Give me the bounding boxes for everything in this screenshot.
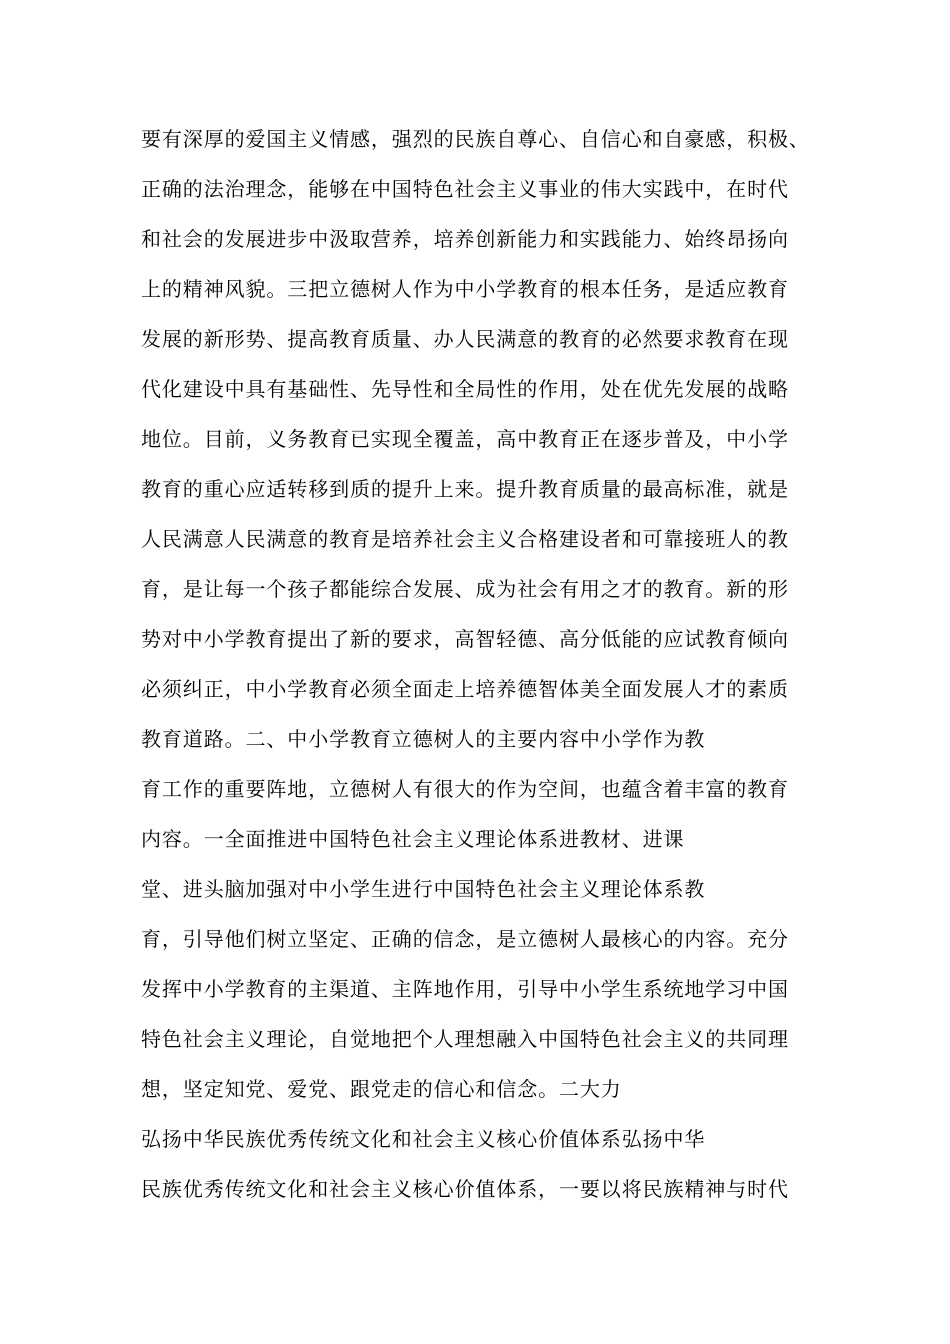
text-line: 育，是让每一个孩子都能综合发展、成为社会有用之才的教育。新的形 bbox=[141, 577, 789, 601]
text-line: 特色社会主义理论，自觉地把个人理想融入中国特色社会主义的共同理 bbox=[141, 1027, 789, 1051]
text-line: 必须纠正，中小学教育必须全面走上培养德智体美全面发展人才的素质 bbox=[141, 677, 789, 701]
text-line: 想，坚定知党、爱党、跟党走的信心和信念。二大力 bbox=[141, 1077, 622, 1101]
text-line: 育工作的重要阵地，立德树人有很大的作为空间，也蕴含着丰富的教育 bbox=[141, 777, 789, 801]
text-line: 内容。一全面推进中国特色社会主义理论体系进教材、进课 bbox=[141, 827, 685, 851]
text-line: 代化建设中具有基础性、先导性和全局性的作用，处在优先发展的战略 bbox=[141, 377, 789, 401]
text-line: 正确的法治理念，能够在中国特色社会主义事业的伟大实践中，在时代 bbox=[141, 177, 789, 201]
text-line: 人民满意人民满意的教育是培养社会主义合格建设者和可靠接班人的教 bbox=[141, 527, 789, 551]
text-line: 势对中小学教育提出了新的要求，高智轻德、高分低能的应试教育倾向 bbox=[141, 627, 789, 651]
text-line: 堂、进头脑加强对中小学生进行中国特色社会主义理论体系教 bbox=[141, 877, 706, 901]
text-line: 民族优秀传统文化和社会主义核心价值体系，一要以将民族精神与时代 bbox=[141, 1177, 789, 1201]
text-line: 教育的重心应适转移到质的提升上来。提升教育质量的最高标准，就是 bbox=[141, 477, 789, 501]
text-line: 地位。目前，义务教育已实现全覆盖，高中教育正在逐步普及，中小学 bbox=[141, 427, 789, 451]
text-line: 发展的新形势、提高教育质量、办人民满意的教育的必然要求教育在现 bbox=[141, 327, 789, 351]
text-line: 要有深厚的爱国主义情感，强烈的民族自尊心、自信心和自豪感，积极、 bbox=[141, 127, 810, 151]
text-line: 发挥中小学教育的主渠道、主阵地作用，引导中小学生系统地学习中国 bbox=[141, 977, 789, 1001]
body-text bbox=[141, 114, 861, 1214]
text-line: 和社会的发展进步中汲取营养，培养创新能力和实践能力、始终昂扬向 bbox=[141, 227, 789, 251]
text-line: 育，引导他们树立坚定、正确的信念，是立德树人最核心的内容。充分 bbox=[141, 927, 789, 951]
text-line: 弘扬中华民族优秀传统文化和社会主义核心价值体系弘扬中华 bbox=[141, 1127, 706, 1151]
text-line: 上的精神风貌。三把立德树人作为中小学教育的根本任务，是适应教育 bbox=[141, 277, 789, 301]
text-line: 教育道路。二、中小学教育立德树人的主要内容中小学作为教 bbox=[141, 727, 706, 751]
